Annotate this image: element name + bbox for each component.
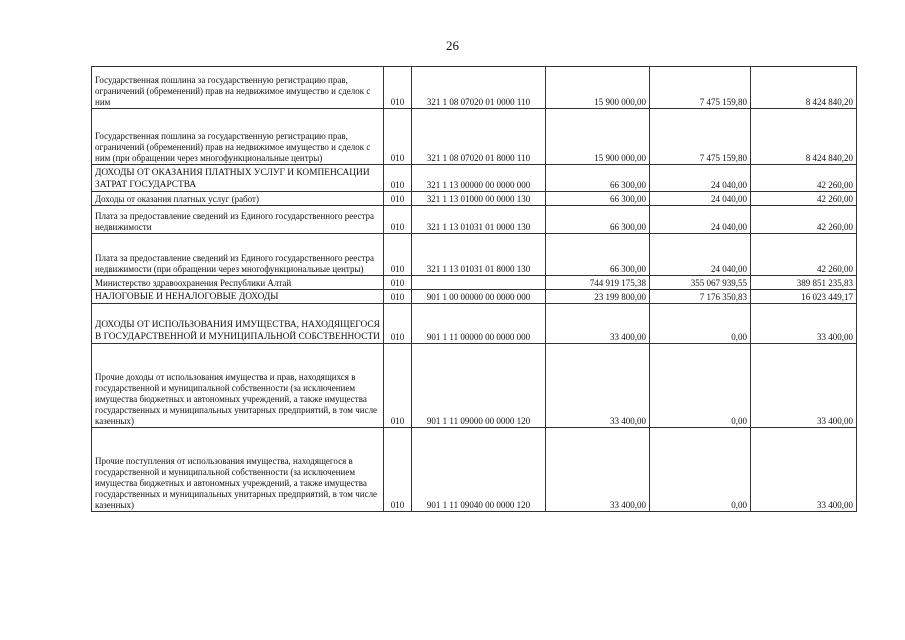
classification-code-cell: 901 1 00 00000 00 0000 000	[412, 290, 546, 304]
table-row	[92, 192, 857, 206]
table-row	[92, 428, 857, 512]
classification-code-cell: 321 1 13 01031 01 8000 130	[412, 234, 546, 276]
line-code-cell: 010	[384, 276, 412, 290]
line-code-cell: 010	[384, 304, 412, 344]
assigned-amount-cell: 66 300,00	[546, 234, 650, 276]
executed-amount-cell: 0,00	[650, 304, 751, 344]
table-row	[92, 276, 857, 290]
unexecuted-amount-cell: 8 424 840,20	[751, 109, 857, 165]
classification-code-cell: 901 1 11 00000 00 0000 000	[412, 304, 546, 344]
classification-code-cell: 321 1 08 07020 01 0000 110	[412, 67, 546, 109]
classification-code-cell: 321 1 13 01000 00 0000 130	[412, 192, 546, 206]
unexecuted-amount-cell: 33 400,00	[751, 304, 857, 344]
executed-amount-cell: 7 176 350,83	[650, 290, 751, 304]
executed-amount-cell: 24 040,00	[650, 234, 751, 276]
table-row	[92, 234, 857, 276]
unexecuted-amount-cell: 42 260,00	[751, 192, 857, 206]
unexecuted-amount-cell: 33 400,00	[751, 344, 857, 428]
classification-code-cell: 901 1 11 09000 00 0000 120	[412, 344, 546, 428]
page-number: 26	[446, 38, 459, 53]
executed-amount-cell: 0,00	[650, 344, 751, 428]
income-name-cell: НАЛОГОВЫЕ И НЕНАЛОГОВЫЕ ДОХОДЫ	[92, 290, 384, 304]
classification-code-cell: 321 1 13 00000 00 0000 000	[412, 165, 546, 192]
table-row	[92, 67, 857, 109]
assigned-amount-cell: 23 199 800,00	[546, 290, 650, 304]
unexecuted-amount-cell: 16 023 449,17	[751, 290, 857, 304]
budget-income-table	[91, 66, 857, 512]
table-row	[92, 344, 857, 428]
table-row	[92, 206, 857, 234]
income-name-cell: Плата за предоставление сведений из Единого государственного реестра недвижимости	[92, 206, 384, 234]
unexecuted-amount-cell: 42 260,00	[751, 206, 857, 234]
assigned-amount-cell: 744 919 175,38	[546, 276, 650, 290]
executed-amount-cell: 7 475 159,80	[650, 109, 751, 165]
line-code-cell: 010	[384, 109, 412, 165]
executed-amount-cell: 24 040,00	[650, 165, 751, 192]
table-row	[92, 165, 857, 192]
executed-amount-cell: 24 040,00	[650, 192, 751, 206]
executed-amount-cell: 0,00	[650, 428, 751, 512]
income-name-cell: Доходы от оказания платных услуг (работ)	[92, 192, 384, 206]
table-row	[92, 109, 857, 165]
unexecuted-amount-cell: 33 400,00	[751, 428, 857, 512]
income-name-cell: Прочие доходы от использования имущества и прав, находящихся в государственной и муниципальной собственности (за исключением имущества бюджетных и автономных учреждений, а также имущества государственных и муниципальных унитарных предприятий, в том числе казенных)	[92, 344, 384, 428]
unexecuted-amount-cell: 42 260,00	[751, 165, 857, 192]
income-name-cell: Плата за предоставление сведений из Единого государственного реестра недвижимости (при обращении через многофункциональные центры)	[92, 234, 384, 276]
line-code-cell: 010	[384, 290, 412, 304]
classification-code-cell: 901 1 11 09040 00 0000 120	[412, 428, 546, 512]
line-code-cell: 010	[384, 206, 412, 234]
classification-code-cell	[412, 276, 546, 290]
line-code-cell: 010	[384, 67, 412, 109]
unexecuted-amount-cell: 389 851 235,83	[751, 276, 857, 290]
table-body	[92, 67, 857, 512]
assigned-amount-cell: 33 400,00	[546, 428, 650, 512]
assigned-amount-cell: 33 400,00	[546, 304, 650, 344]
table-row	[92, 290, 857, 304]
line-code-cell: 010	[384, 192, 412, 206]
line-code-cell: 010	[384, 165, 412, 192]
unexecuted-amount-cell: 42 260,00	[751, 234, 857, 276]
assigned-amount-cell: 15 900 000,00	[546, 109, 650, 165]
income-name-cell: Государственная пошлина за государственную регистрацию прав, ограничений (обременений) прав на недвижимое имущество и сделок с ним (при обращении через многофункциональные центры)	[92, 109, 384, 165]
assigned-amount-cell: 66 300,00	[546, 192, 650, 206]
assigned-amount-cell: 66 300,00	[546, 165, 650, 192]
income-name-cell: Прочие поступления от использования имущества, находящегося в государственной и муниципальной собственности (за исключением имущества бюджетных и автономных учреждений, а также имущества государственных и муниципальных унитарных предприятий, в том числе казенных)	[92, 428, 384, 512]
executed-amount-cell: 355 067 939,55	[650, 276, 751, 290]
table-row	[92, 304, 857, 344]
income-name-cell: Государственная пошлина за государственную регистрацию прав, ограничений (обременений) прав на недвижимое имущество и сделок с ним	[92, 67, 384, 109]
income-name-cell: Министерство здравоохранения Республики Алтай	[92, 276, 384, 290]
assigned-amount-cell: 66 300,00	[546, 206, 650, 234]
classification-code-cell: 321 1 13 01031 01 0000 130	[412, 206, 546, 234]
assigned-amount-cell: 33 400,00	[546, 344, 650, 428]
line-code-cell: 010	[384, 428, 412, 512]
classification-code-cell: 321 1 08 07020 01 8000 110	[412, 109, 546, 165]
assigned-amount-cell: 15 900 000,00	[546, 67, 650, 109]
executed-amount-cell: 7 475 159,80	[650, 67, 751, 109]
line-code-cell: 010	[384, 234, 412, 276]
unexecuted-amount-cell: 8 424 840,20	[751, 67, 857, 109]
income-name-cell: ДОХОДЫ ОТ ИСПОЛЬЗОВАНИЯ ИМУЩЕСТВА, НАХОДЯЩЕГОСЯ В ГОСУДАРСТВЕННОЙ И МУНИЦИПАЛЬНОЙ СОБСТВЕННОСТИ	[92, 304, 384, 344]
income-name-cell: ДОХОДЫ ОТ ОКАЗАНИЯ ПЛАТНЫХ УСЛУГ И КОМПЕНСАЦИИ ЗАТРАТ ГОСУДАРСТВА	[92, 165, 384, 192]
line-code-cell: 010	[384, 344, 412, 428]
executed-amount-cell: 24 040,00	[650, 206, 751, 234]
